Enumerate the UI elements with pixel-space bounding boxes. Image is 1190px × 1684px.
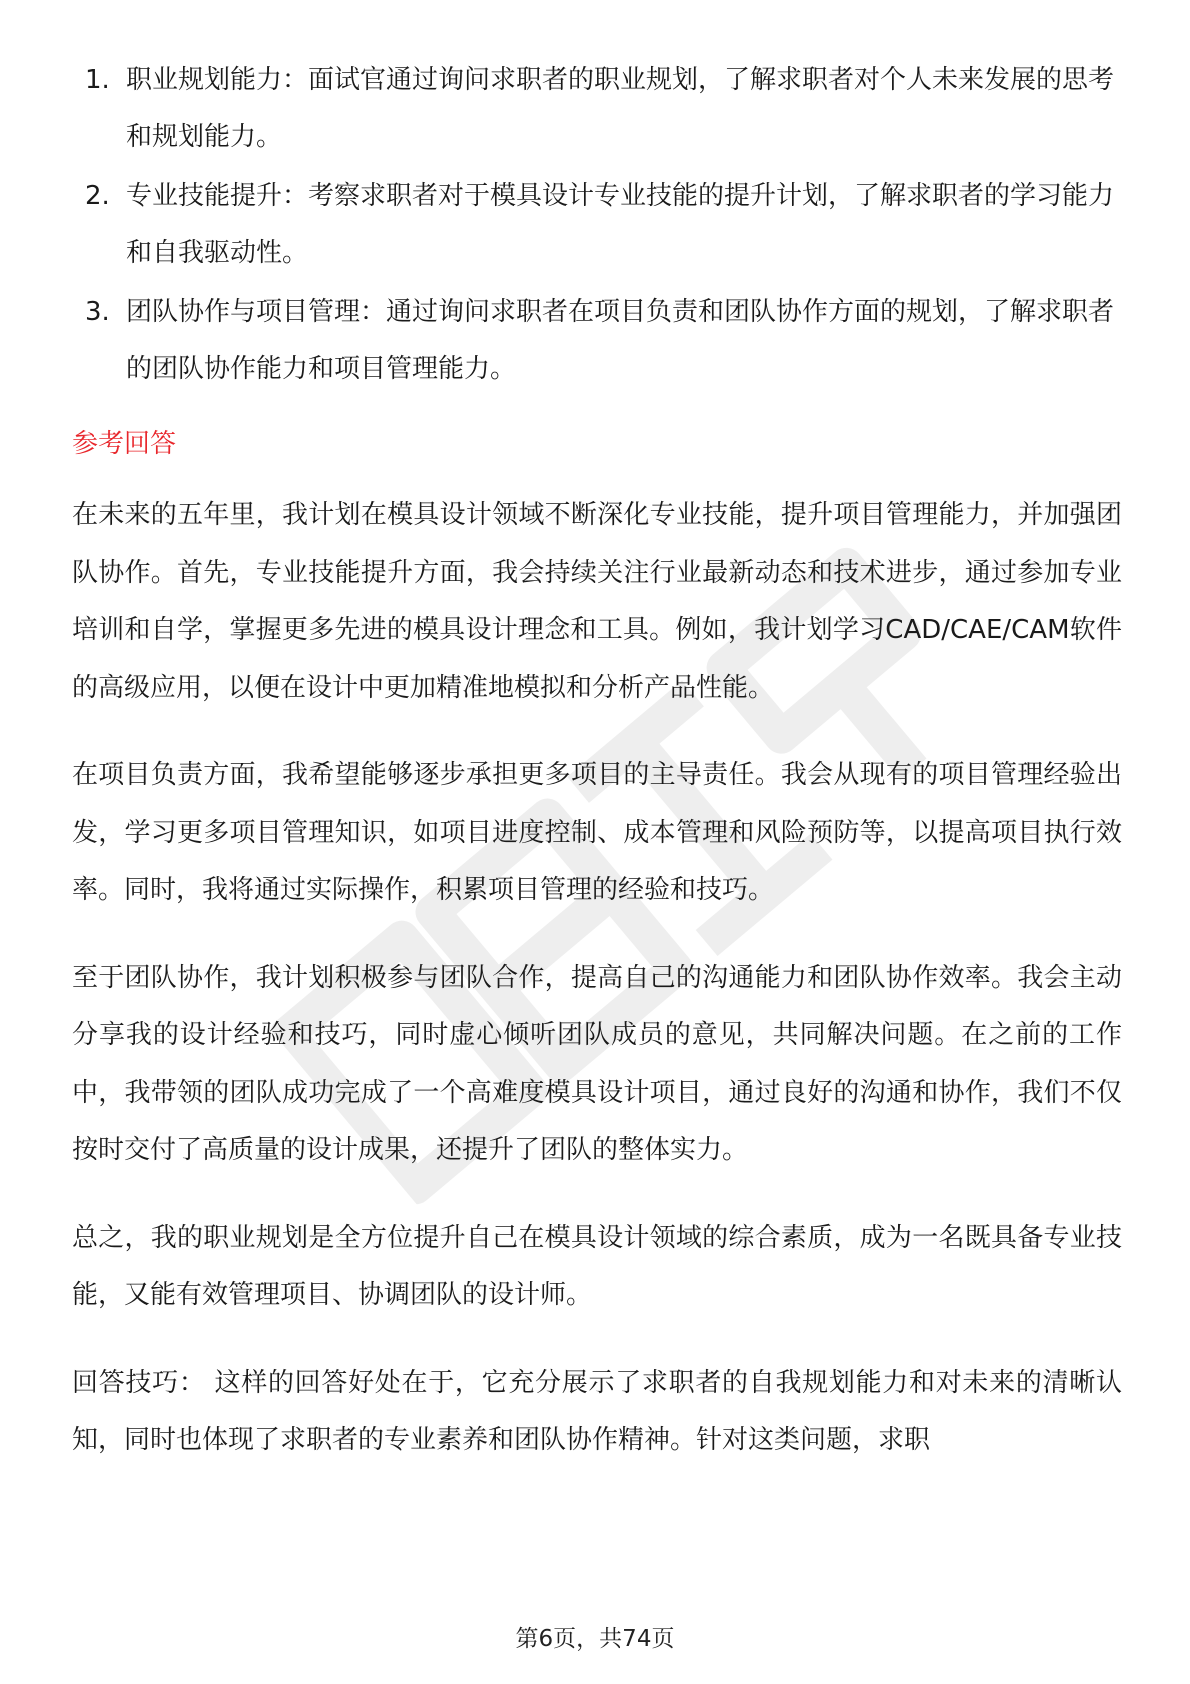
- list-item-number: 3.: [85, 297, 110, 327]
- answer-paragraph: 在未来的五年里，我计划在模具设计领域不断深化专业技能，提升项目管理能力，并加强团队协作。首先，专业技能提升方面，我会持续关注行业最新动态和技术进步，通过参加专业培训和自学，掌握更多先进的模具设计理念和工具。例如，我计划学习CAD/CAE/CAM软件的高级应用，以便在设计中更加精准地模拟和分析产品性能。: [72, 500, 1122, 703]
- list-item-number: 2.: [85, 181, 110, 211]
- list-item: [72, 52, 1122, 166]
- list-item: [72, 284, 1122, 398]
- list-item-number: 1.: [85, 65, 110, 95]
- section-heading: 参考回答: [72, 429, 177, 459]
- question-focus-list: [72, 52, 1122, 398]
- answer-paragraph: 总之，我的职业规划是全方位提升自己在模具设计领域的综合素质，成为一名既具备专业技能，又能有效管理项目、协调团队的设计师。: [72, 1222, 1122, 1310]
- document-content: [72, 52, 1122, 1470]
- list-item-text: 职业规划能力：面试官通过询问求职者的职业规划，了解求职者对个人未来发展的思考和规划能力。: [126, 65, 1115, 152]
- page-number-footer: 第6页，共74页: [515, 1626, 675, 1652]
- answer-paragraph: 至于团队协作，我计划积极参与团队合作，提高自己的沟通能力和团队协作效率。我会主动分享我的设计经验和技巧，同时虚心倾听团队成员的意见，共同解决问题。在之前的工作中，我带领的团队成功完成了一个高难度模具设计项目，通过良好的沟通和协作，我们不仅按时交付了高质量的设计成果，还提升了团队的整体实力。: [72, 962, 1122, 1165]
- list-item: [72, 168, 1122, 282]
- answer-paragraph: 在项目负责方面，我希望能够逐步承担更多项目的主导责任。我会从现有的项目管理经验出发，学习更多项目管理知识，如项目进度控制、成本管理和风险预防等，以提高项目执行效率。同时，我将通过实际操作，积累项目管理的经验和技巧。: [72, 760, 1122, 905]
- list-item-text: 专业技能提升：考察求职者对于模具设计专业技能的提升计划，了解求职者的学习能力和自我驱动性。: [126, 181, 1115, 268]
- answer-tips-paragraph: 回答技巧： 这样的回答好处在于，它充分展示了求职者的自我规划能力和对未来的清晰认知，同时也体现了求职者的专业素养和团队协作精神。针对这类问题，求职: [72, 1367, 1122, 1455]
- list-item-text: 团队协作与项目管理：通过询问求职者在项目负责和团队协作方面的规划，了解求职者的团队协作能力和项目管理能力。: [126, 297, 1115, 384]
